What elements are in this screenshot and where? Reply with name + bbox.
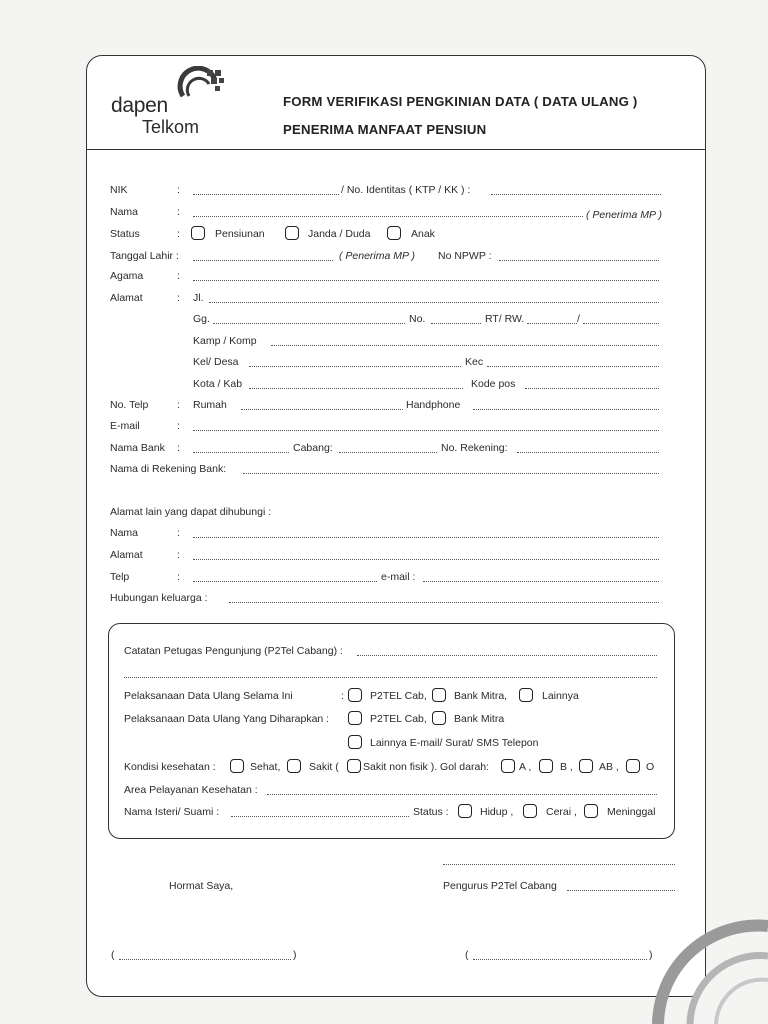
cabang-field[interactable] [339,452,437,453]
form-sheet [86,55,706,997]
tanggal-lahir-label: Tanggal Lahir : [110,250,179,262]
nama-label: Nama [110,206,139,218]
colon: : [177,442,180,454]
kec-label: Kec [465,356,484,368]
alt-email-label: e-mail : [381,571,416,583]
colon: : [177,399,180,411]
option-label: Cerai , [546,806,577,818]
rumah-field[interactable] [241,409,403,410]
kondisi-label: Kondisi kesehatan : [124,761,216,773]
option-label: Bank Mitra [454,713,505,725]
option-label: Lainnya E-mail/ Surat/ SMS Telepon [370,737,539,749]
alt-contact-heading: Alamat lain yang dapat dihubungi : [110,506,272,518]
option-label: O [646,761,655,773]
nama-bank-field[interactable] [193,452,289,453]
no-rekening-field[interactable] [517,452,659,453]
colon: : [177,206,180,218]
date-place-field[interactable] [443,864,675,865]
email-field[interactable] [193,430,659,431]
option-label: Bank Mitra, [454,690,508,702]
status-label: Status [110,228,140,240]
colon: : [341,690,344,702]
no-npwp-field[interactable] [499,260,659,261]
option-label: Sakit non fisik ). Gol darah: [363,761,490,773]
sig-right-field[interactable] [473,959,647,960]
status-meninggal-checkbox[interactable] [584,804,598,818]
sig-left-close: ) [293,949,297,961]
rt-rw-label: RT/ RW. [485,313,525,325]
sig-right-close: ) [649,949,653,961]
colon: : [177,184,180,196]
pelaksanaan-harap-p2tel-checkbox[interactable] [348,711,362,725]
telkom-logo-icon [175,66,227,110]
area-field[interactable] [267,794,657,795]
kota-label: Kota / Kab [193,378,243,390]
no-npwp-label: No NPWP : [438,250,492,262]
nama-rekening-field[interactable] [243,473,659,474]
status-janda-duda-checkbox[interactable] [285,226,299,240]
form-title: FORM VERIFIKASI PENGKINIAN DATA ( DATA ULANG ) [283,94,638,109]
kondisi-sakit-checkbox[interactable] [287,759,301,773]
option-label: Lainnya [542,690,579,702]
nama-bank-label: Nama Bank [110,442,165,454]
no-telp-label: No. Telp [110,399,149,411]
colon: : [177,549,180,561]
alamat-label: Alamat [110,292,143,304]
colon: : [177,571,180,583]
gol-darah-ab-checkbox[interactable] [579,759,593,773]
alt-alamat-label: Alamat [110,549,143,561]
pelaksanaan-ini-bank-checkbox[interactable] [432,688,446,702]
colon: : [177,420,180,432]
tanggal-lahir-field[interactable] [193,260,333,261]
alt-telp-field[interactable] [193,581,377,582]
rumah-label: Rumah [193,399,227,411]
catatan-field-2[interactable] [124,677,657,678]
jl-field[interactable] [209,302,659,303]
no-identitas-field[interactable] [491,194,661,195]
nama-istri-field[interactable] [231,816,409,817]
kel-label: Kel/ Desa [193,356,239,368]
status-pensiunan-checkbox[interactable] [191,226,205,240]
officer-notes-box [108,623,675,839]
corner-swirl-decoration [638,914,768,1024]
penerima-mp-note: ( Penerima MP ) [339,250,416,262]
handphone-field[interactable] [473,409,659,410]
agama-field[interactable] [193,280,659,281]
pelaksanaan-ini-label: Pelaksanaan Data Ulang Selama Ini [124,690,293,702]
alt-telp-label: Telp [110,571,130,583]
kec-field[interactable] [487,366,659,367]
alt-email-field[interactable] [423,581,659,582]
kota-field[interactable] [249,388,463,389]
nik-field[interactable] [193,194,339,195]
cabang-label: Cabang: [293,442,333,454]
sig-left-open: ( [111,949,115,961]
alt-nama-label: Nama [110,527,139,539]
jl-label: Jl. [193,292,204,304]
kamp-field[interactable] [271,345,659,346]
nama-rekening-label: Nama di Rekening Bank: [110,463,227,475]
rw-field[interactable] [583,323,659,324]
nama-field[interactable] [193,216,583,217]
catatan-label: Catatan Petugas Pengunjung (P2Tel Cabang) : [124,645,343,657]
pelaksanaan-harap-label: Pelaksanaan Data Ulang Yang Diharapkan : [124,713,330,725]
pengurus-label: Pengurus P2Tel Cabang [443,880,557,892]
pelaksanaan-ini-p2tel-checkbox[interactable] [348,688,362,702]
kamp-label: Kamp / Komp [193,335,257,347]
colon: : [177,527,180,539]
option-label: Hidup , [480,806,514,818]
status-option-label: Janda / Duda [308,228,371,240]
no-identitas-label: / No. Identitas ( KTP / KK ) : [341,184,471,196]
status-hidup-checkbox[interactable] [458,804,472,818]
hubungan-label: Hubungan keluarga : [110,592,208,604]
form-header [87,56,705,150]
gg-field[interactable] [213,323,405,324]
kel-field[interactable] [249,366,461,367]
option-label: AB , [599,761,619,773]
no-rekening-label: No. Rekening: [441,442,508,454]
pelaksanaan-ini-lainnya-checkbox[interactable] [519,688,533,702]
gg-label: Gg. [193,313,210,325]
alt-alamat-field[interactable] [193,559,659,560]
hubungan-field[interactable] [229,602,659,603]
option-label: Meninggal [607,806,656,818]
pelaksanaan-harap-lainnya-checkbox[interactable] [348,735,362,749]
no-label: No. [409,313,426,325]
pengurus-cabang-field[interactable] [567,890,675,891]
status-label: Status : [413,806,449,818]
kode-pos-field[interactable] [525,388,659,389]
pelaksanaan-harap-bank-checkbox[interactable] [432,711,446,725]
agama-label: Agama [110,270,144,282]
nama-istri-label: Nama Isteri/ Suami : [124,806,220,818]
colon: : [177,292,180,304]
gol-darah-a-checkbox[interactable] [501,759,515,773]
kondisi-sakit-non-fisik-checkbox[interactable] [347,759,361,773]
nik-label: NIK [110,184,128,196]
kode-pos-label: Kode pos [471,378,516,390]
sig-right-open: ( [465,949,469,961]
email-label: E-mail [110,420,140,432]
hormat-saya: Hormat Saya, [169,880,234,892]
sig-left-field[interactable] [119,959,291,960]
catatan-field[interactable] [357,655,657,656]
option-label: B , [560,761,573,773]
colon: : [177,270,180,282]
no-field[interactable] [431,323,481,324]
handphone-label: Handphone [406,399,461,411]
area-label: Area Pelayanan Kesehatan : [124,784,258,796]
logo-dapen-text: dapen [111,94,168,117]
colon: : [177,228,180,240]
option-label: Sehat, [250,761,281,773]
penerima-mp-note: ( Penerima MP ) [586,209,663,221]
gol-darah-o-checkbox[interactable] [626,759,640,773]
alt-nama-field[interactable] [193,537,659,538]
status-option-label: Anak [411,228,435,240]
status-option-label: Pensiunan [215,228,265,240]
rt-field[interactable] [527,323,577,324]
gol-darah-b-checkbox[interactable] [539,759,553,773]
logo-telkom-text: Telkom [142,117,200,137]
option-label: A , [519,761,532,773]
option-label: P2TEL Cab, [370,713,427,725]
slash: / [577,313,580,325]
option-label: Sakit ( [309,761,339,773]
form-subtitle: PENERIMA MANFAAT PENSIUN [283,122,487,137]
kondisi-sehat-checkbox[interactable] [230,759,244,773]
option-label: P2TEL Cab, [370,690,427,702]
status-anak-checkbox[interactable] [387,226,401,240]
status-cerai-checkbox[interactable] [523,804,537,818]
